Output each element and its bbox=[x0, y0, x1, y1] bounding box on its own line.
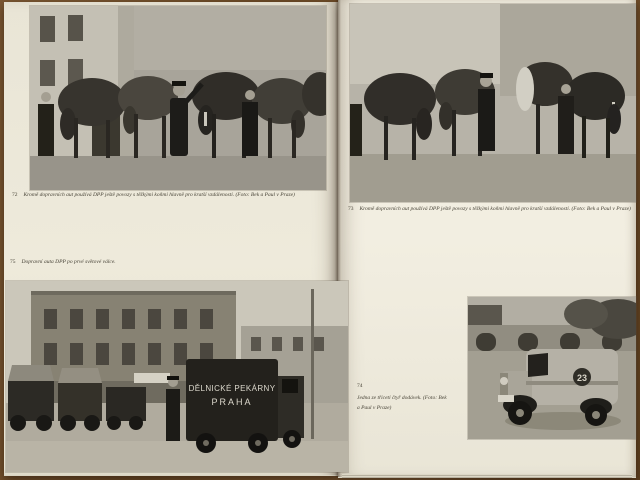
caption-figure-72 bbox=[12, 192, 330, 199]
caption-74-number: 74 bbox=[357, 383, 363, 389]
caption-74-line2: a Paul v Praze) bbox=[357, 405, 392, 411]
caption-73-number: 73 bbox=[348, 206, 354, 212]
van-number-roundel: 23 bbox=[576, 373, 588, 383]
photo-delivery-van bbox=[468, 297, 636, 439]
caption-figure-75 bbox=[10, 259, 250, 266]
van-sign-line2: PRAHA bbox=[211, 397, 253, 407]
caption-74-line1: Jedna ze třiceti čtyř dodávek. (Foto: Bek bbox=[357, 395, 447, 401]
caption-figure-73 bbox=[348, 206, 636, 213]
caption-73-text: Kromě dopravních aut používá DPP ještě povozy s těžkými koňmi hlavně pro kratší vzdálenosti. (Foto: Bek a Paul v Praze) bbox=[359, 206, 631, 212]
caption-75-text: Dopravní auta DPP po prvé světové válce. bbox=[21, 259, 116, 265]
photo-horses-depot-right bbox=[350, 4, 636, 202]
van-sign-line1: DĚLNICKÉ PEKÁRNY bbox=[188, 384, 276, 393]
photo-trucks-street bbox=[6, 281, 348, 472]
caption-72-text: Kromě dopravních aut používá DPP ještě povozy s těžkými koňmi hlavně pro kratší vzdálenosti. (Foto: Bek a Paul v Praze) bbox=[23, 192, 295, 198]
caption-75-number: 75 bbox=[10, 259, 16, 265]
photo-horses-depot-left bbox=[30, 6, 326, 190]
caption-72-number: 72 bbox=[12, 192, 18, 198]
page-block-edges bbox=[342, 474, 632, 478]
